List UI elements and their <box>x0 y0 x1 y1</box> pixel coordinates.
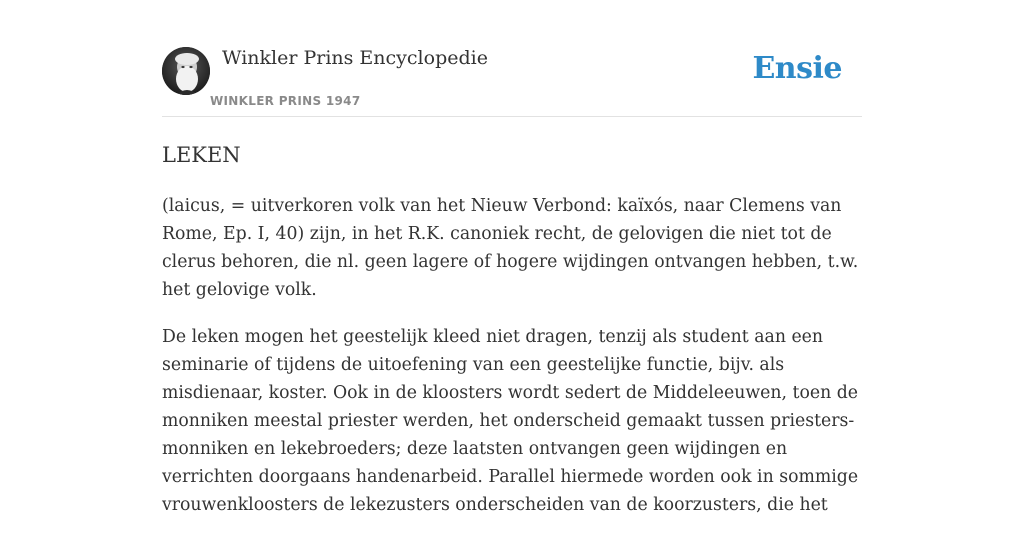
article-title: LEKEN <box>162 143 241 167</box>
site-title[interactable]: Winkler Prins Encyclopedie <box>222 47 488 69</box>
page-container <box>162 0 862 515</box>
header <box>162 0 862 117</box>
edition-label[interactable]: WINKLER PRINS 1947 <box>210 94 361 108</box>
brand-logo[interactable]: Ensie <box>752 51 842 86</box>
article-paragraph: (laicus, = uitverkoren volk van het Nieuw Verbond: kaïxós, naar Clemens van Rome, Ep. I, 40) zijn, in het R.K. canoniek recht, de gelovigen die niet tot de clerus behoren, die nl. geen lagere of hogere wijdingen ontvangen hebben, t.w. het gelovige volk. <box>162 196 859 300</box>
article-body <box>162 192 862 538</box>
avatar[interactable] <box>162 47 210 95</box>
portrait-icon <box>162 47 210 95</box>
article-paragraph: De leken mogen het geestelijk kleed niet dragen, tenzij als student aan een seminarie of tijdens de uitoefening van een geestelijke functie, bijv. als misdienaar, koster. Ook in de kloosters wordt sedert de Middeleeuwen, toen de monniken meestal priester werden, het onderscheid gemaakt tussen priesters-monniken en lekebroeders; deze laatsten ontvangen geen wijdingen en verrichten doorgaans handenarbeid. Parallel hiermede worden ook in sommige vrouwenkloosters de lekezusters onderscheiden van de koorzusters, die het <box>162 327 859 515</box>
